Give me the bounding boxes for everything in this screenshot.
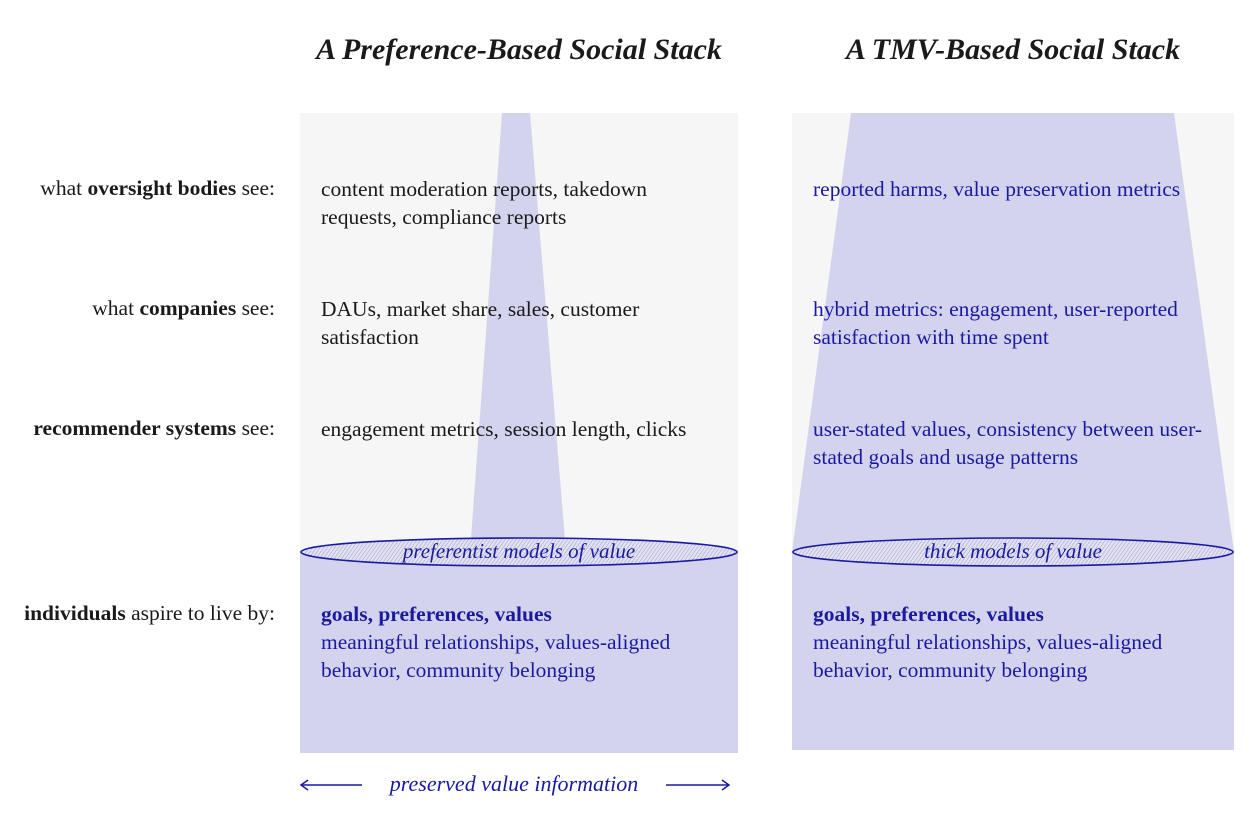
left-ellipse-label: preferentist models of value: [402, 539, 636, 563]
right-stack-title: A TMV-Based Social Stack: [845, 33, 1181, 66]
row-label-companies: what companies see:: [92, 296, 275, 320]
right-ellipse-label: thick models of value: [924, 539, 1102, 563]
left-individuals-heading: goals, preferences, values: [321, 602, 552, 626]
left-oversight-text: content moderation reports, takedown requests, compliance reports: [321, 177, 647, 229]
left-individuals-text: [321, 600, 681, 684]
right-individuals-heading: goals, preferences, values: [813, 602, 1044, 626]
left-arrow-icon: [301, 780, 362, 790]
right-arrow-icon: [666, 780, 729, 790]
preserved-value-label: preserved value information: [389, 771, 639, 796]
right-individuals-body: meaningful relationships, values-aligned behavior, community belonging: [813, 630, 1163, 682]
left-individuals-body: meaningful relationships, values-aligned behavior, community belonging: [321, 630, 671, 682]
right-companies-text: hybrid metrics: engagement, user-reported satisfaction with time spent: [813, 297, 1178, 349]
right-oversight-text: reported harms, value preservation metrics: [813, 177, 1181, 201]
row-label-oversight: what oversight bodies see:: [40, 176, 275, 200]
left-stack-title: A Preference-Based Social Stack: [316, 33, 722, 66]
row-label-recommender: recommender systems see:: [33, 416, 275, 440]
row-label-individuals: individuals aspire to live by:: [24, 601, 275, 625]
right-individuals-text: [813, 600, 1173, 684]
left-companies-text: DAUs, market share, sales, customer satisfaction: [321, 297, 640, 349]
right-recommender-text: user-stated values, consistency between user-stated goals and usage patterns: [813, 417, 1202, 469]
left-recommender-text: engagement metrics, session length, clicks: [321, 417, 687, 441]
